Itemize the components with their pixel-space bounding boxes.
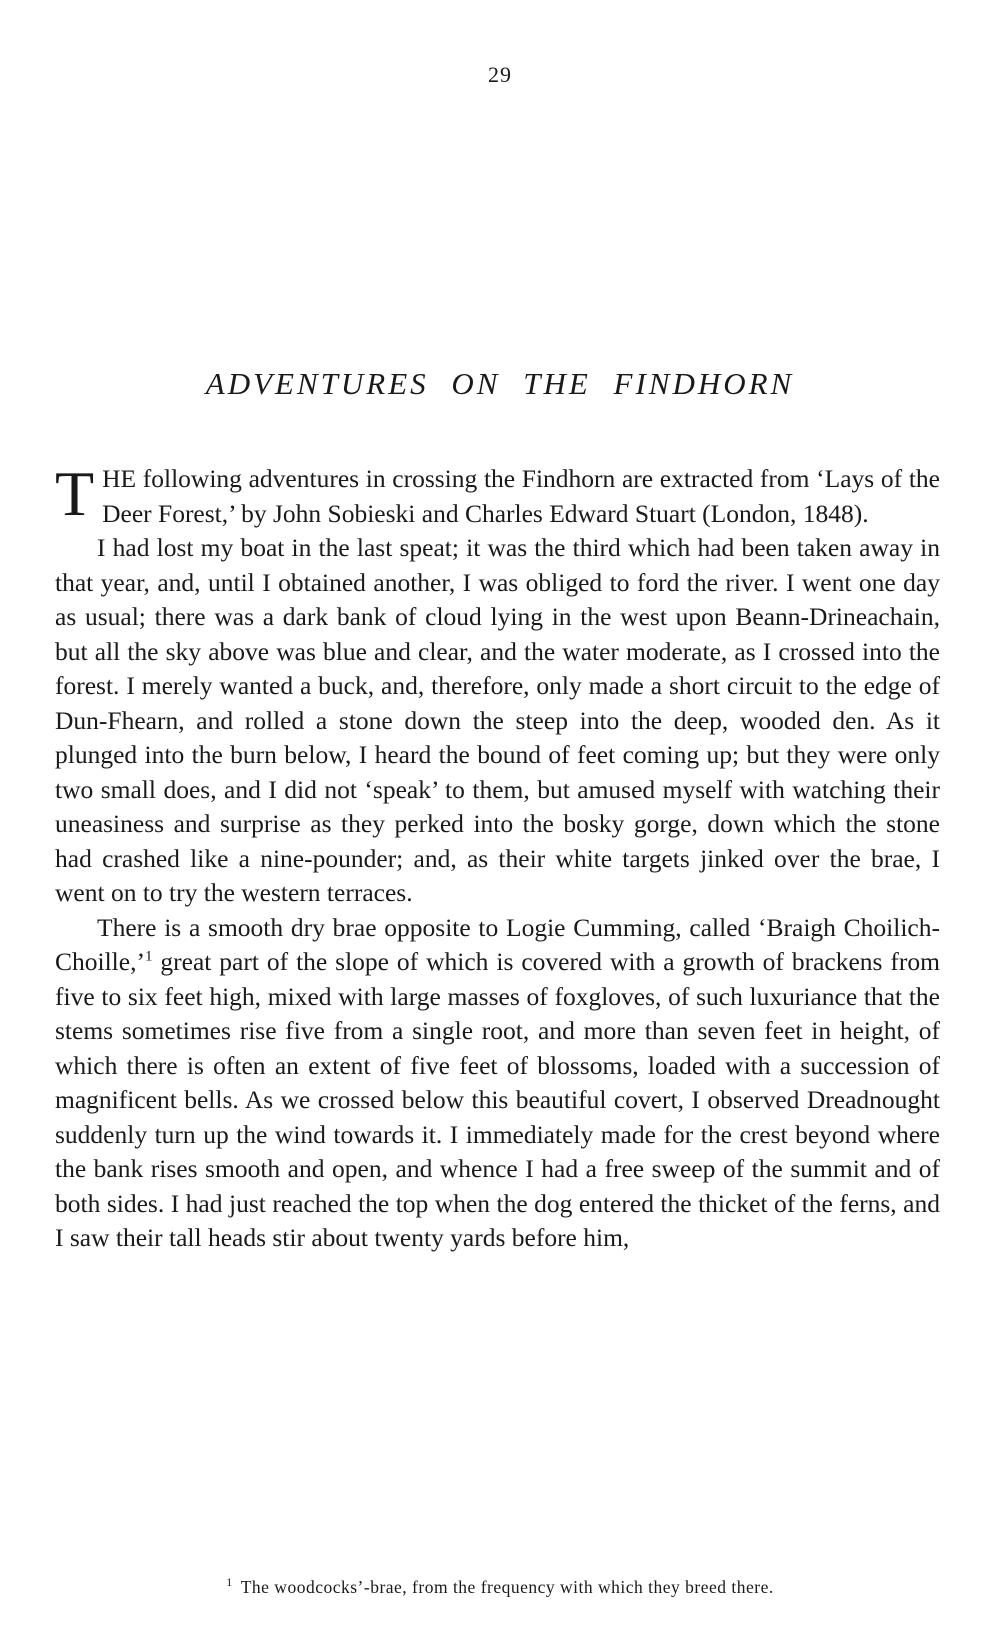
chapter-title: ADVENTURES ON THE FINDHORN <box>205 366 795 401</box>
paragraph-1-text: HE following adventures in crossing the Findhorn are extracted from ‘Lays of the Deer Forest,’ by John Sobieski and Charles Edward Stuart (London, 1848). <box>102 464 940 528</box>
paragraph-3 <box>55 911 940 1256</box>
drop-cap: T <box>55 458 95 529</box>
footnote-number: 1 <box>226 1575 233 1590</box>
page-number: 29 <box>488 62 512 87</box>
paragraph-2: I had lost my boat in the last speat; it was the third which had been taken away in that year, and, until I obtained another, I was obliged to ford the river. I went one day as usual; there was a dark bank of cloud lying in the west upon Beann-Drineachain, but all the sky above was blue and clear, and the water moderate, as I crossed into the forest. I merely wanted a buck, and, therefore, only made a short circuit to the edge of Dun-Fhearn, and rolled a stone down the steep into the deep, wooded den. As it plunged into the burn below, I heard the bound of feet coming up; but they were only two small does, and I did not ‘speak’ to them, but amused myself with watching their uneasiness and surprise as they perked into the bosky gorge, down which the stone had crashed like a nine-pounder; and, as their white targets jinked over the brae, I went on to try the western terraces. <box>55 533 940 907</box>
body-text <box>55 458 940 1256</box>
paragraph-3-text-after: great part of the slope of which is covered with a growth of brackens from five to six feet high, mixed with large masses of foxgloves, of such luxuriance that the stems sometimes rise five from a single root, and more than seven feet in height, of which there is often an extent of five feet of blossoms, loaded with a succession of magnificent bells. As we crossed below this beautiful covert, I observed Dreadnought suddenly turn up the wind towards it. I immediately made for the crest beyond where the bank rises smooth and open, and whence I had a free sweep of the summit and of both sides. I had just reached the top when the dog entered the thicket of the ferns, and I saw their tall heads stir about twenty yards before him, <box>55 947 940 1252</box>
footnote <box>0 1577 1000 1598</box>
footnote-reference: 1 <box>144 948 153 965</box>
footnote-text: The woodcocks’-brae, from the frequency with which they breed there. <box>240 1577 774 1597</box>
paragraph-1 <box>55 458 940 531</box>
paragraph-3-text-before: There is a smooth dry brae opposite to Logie Cumming, called ‘Braigh Choilich-Choille,’ <box>55 912 940 976</box>
